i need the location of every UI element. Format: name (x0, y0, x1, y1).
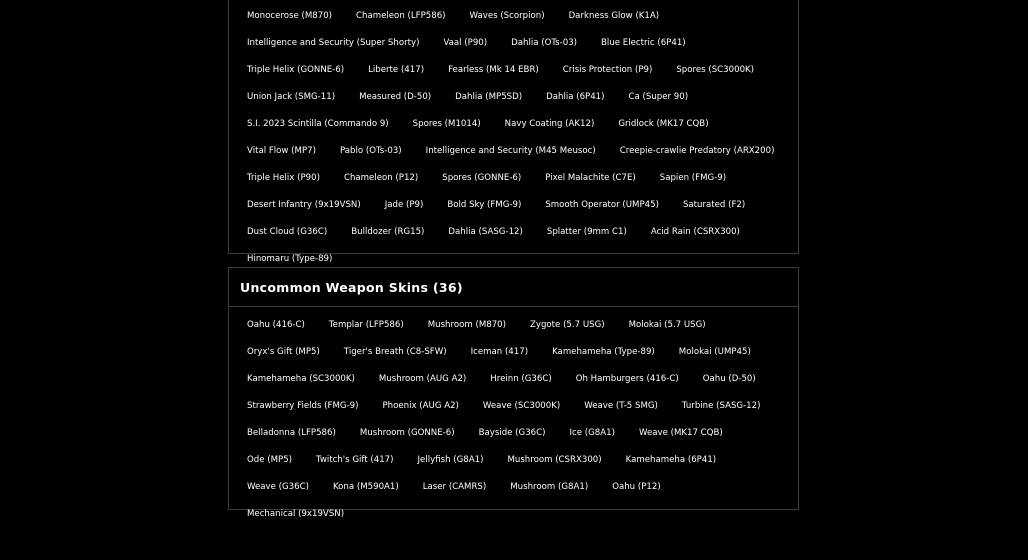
skin-link[interactable]: Intelligence and Security (Super Shorty) (247, 38, 420, 48)
common-skins-panel (228, 0, 799, 264)
skin-link[interactable]: Union Jack (SMG-11) (247, 92, 336, 102)
skin-link[interactable]: Pixel Malachite (C7E) (545, 173, 636, 183)
skin-link[interactable]: Crisis Protection (P9) (562, 65, 653, 75)
skin-link[interactable]: Spores (SC3000K) (676, 65, 755, 75)
skin-link[interactable]: Twitch's Gift (417) (316, 455, 394, 465)
skin-link[interactable]: Oh Hamburgers (416-C) (575, 374, 679, 384)
skin-link[interactable]: Blue Electric (6P41) (601, 38, 686, 48)
skin-link[interactable]: Mechanical (9x19VSN) (247, 509, 345, 519)
skin-link[interactable]: Jellyfish (G8A1) (417, 455, 484, 465)
skin-link[interactable]: Kamehameha (Type-89) (552, 347, 655, 357)
skin-link[interactable]: Belladonna (LFP586) (247, 428, 336, 438)
skin-link[interactable]: Phoenix (AUG A2) (382, 401, 459, 411)
skin-link[interactable]: Mushroom (GONNE-6) (359, 428, 455, 438)
skin-link[interactable]: Templar (LFP586) (328, 320, 404, 330)
skin-link[interactable]: Bayside (G36C) (478, 428, 546, 438)
skin-link[interactable]: Kona (M590A1) (332, 482, 399, 492)
skin-link[interactable]: Dahlia (MP5SD) (455, 92, 523, 102)
skin-link[interactable]: Spores (GONNE-6) (442, 173, 522, 183)
skin-link[interactable]: Triple Helix (GONNE-6) (247, 65, 345, 75)
skin-link[interactable]: Vital Flow (MP7) (247, 146, 316, 156)
skin-link[interactable]: Oahu (P12) (612, 482, 661, 492)
skin-link[interactable]: Iceman (417) (470, 347, 529, 357)
skin-link[interactable]: Bulldozer (RG15) (351, 227, 425, 237)
skin-link[interactable]: Mushroom (M870) (427, 320, 506, 330)
skin-link[interactable]: Monocerose (M870) (247, 11, 333, 21)
skin-link[interactable]: Mushroom (G8A1) (510, 482, 589, 492)
skin-link[interactable]: Oahu (416-C) (247, 320, 305, 330)
skin-link[interactable]: Mushroom (AUG A2) (378, 374, 467, 384)
skin-link[interactable]: Weave (G36C) (247, 482, 309, 492)
skin-link[interactable]: Fearless (Mk 14 EBR) (448, 65, 539, 75)
skin-link[interactable]: Gridlock (MK17 CQB) (618, 119, 709, 129)
section-title: Uncommon Weapon Skins (36) (240, 279, 463, 295)
uncommon-skins-panel (228, 267, 799, 519)
skin-link[interactable]: Waves (Scorpion) (469, 11, 545, 21)
skin-link[interactable]: Chameleon (LFP586) (356, 11, 446, 21)
skin-link[interactable]: Chameleon (P12) (343, 173, 419, 183)
skin-link[interactable]: Oahu (D-50) (702, 374, 756, 384)
skin-link[interactable]: Pablo (OTs-03) (339, 146, 402, 156)
common-skins-list (229, 0, 798, 273)
skin-link[interactable]: Dahlia (6P41) (546, 92, 605, 102)
skin-link[interactable]: Darkness Glow (K1A) (568, 11, 660, 21)
skin-link[interactable]: Molokai (5.7 USG) (628, 320, 706, 330)
skin-link[interactable]: Acid Rain (CSRX300) (650, 227, 740, 237)
skin-link[interactable]: Triple Helix (P90) (247, 173, 320, 183)
skin-link[interactable]: Saturated (F2) (682, 200, 746, 210)
skin-link[interactable]: Dahlia (OTs-03) (511, 38, 578, 48)
skin-link[interactable]: Mushroom (CSRX300) (507, 455, 602, 465)
skin-link[interactable]: Smooth Operator (UMP45) (545, 200, 659, 210)
skin-link[interactable]: Measured (D-50) (359, 92, 432, 102)
skin-link[interactable]: Weave (SC3000K) (482, 401, 561, 411)
skin-link[interactable]: Oryx's Gift (MP5) (247, 347, 320, 357)
skin-link[interactable]: Dahlia (SASG-12) (448, 227, 523, 237)
skin-link[interactable]: Dust Cloud (G36C) (247, 227, 328, 237)
skin-link[interactable]: Vaal (P90) (443, 38, 488, 48)
skin-link[interactable]: Zygote (5.7 USG) (530, 320, 605, 330)
skin-link[interactable]: Jade (P9) (384, 200, 424, 210)
skin-link[interactable]: Kamehameha (SC3000K) (247, 374, 355, 384)
skin-link[interactable]: Kamehameha (6P41) (625, 455, 717, 465)
skin-link[interactable]: Hreinn (G36C) (490, 374, 552, 384)
skin-link[interactable]: Tiger's Breath (C8-SFW) (343, 347, 447, 357)
skin-link[interactable]: Molokai (UMP45) (678, 347, 751, 357)
skin-link[interactable]: Hinomaru (Type-89) (247, 254, 333, 264)
skin-link[interactable]: Strawberry Fields (FMG-9) (247, 401, 359, 411)
skin-link[interactable]: Sapien (FMG-9) (659, 173, 727, 183)
skin-link[interactable]: Splatter (9mm C1) (546, 227, 627, 237)
skin-link[interactable]: Spores (M1014) (412, 119, 481, 129)
uncommon-skins-list (229, 307, 798, 528)
skin-link[interactable]: Laser (CAMRS) (422, 482, 487, 492)
skin-link[interactable]: Weave (T-5 SMG) (584, 401, 658, 411)
skin-link[interactable]: Desert Infantry (9x19VSN) (247, 200, 361, 210)
uncommon-skins-header (229, 268, 798, 307)
skin-link[interactable]: Navy Coating (AK12) (504, 119, 595, 129)
skin-link[interactable]: Bold Sky (FMG-9) (447, 200, 522, 210)
skin-link[interactable]: Turbine (SASG-12) (681, 401, 761, 411)
skin-link[interactable]: Liberte (417) (368, 65, 425, 75)
skin-link[interactable]: Ca (Super 90) (628, 92, 689, 102)
skin-link[interactable]: Weave (MK17 CQB) (638, 428, 723, 438)
skin-link[interactable]: Intelligence and Security (M45 Meusoc) (425, 146, 596, 156)
skin-link[interactable]: Ode (MP5) (247, 455, 293, 465)
skin-link[interactable]: Creepie-crawlie Predatory (ARX200) (619, 146, 775, 156)
skin-link[interactable]: S.I. 2023 Scintilla (Commando 9) (247, 119, 389, 129)
skin-link[interactable]: Ice (G8A1) (569, 428, 615, 438)
